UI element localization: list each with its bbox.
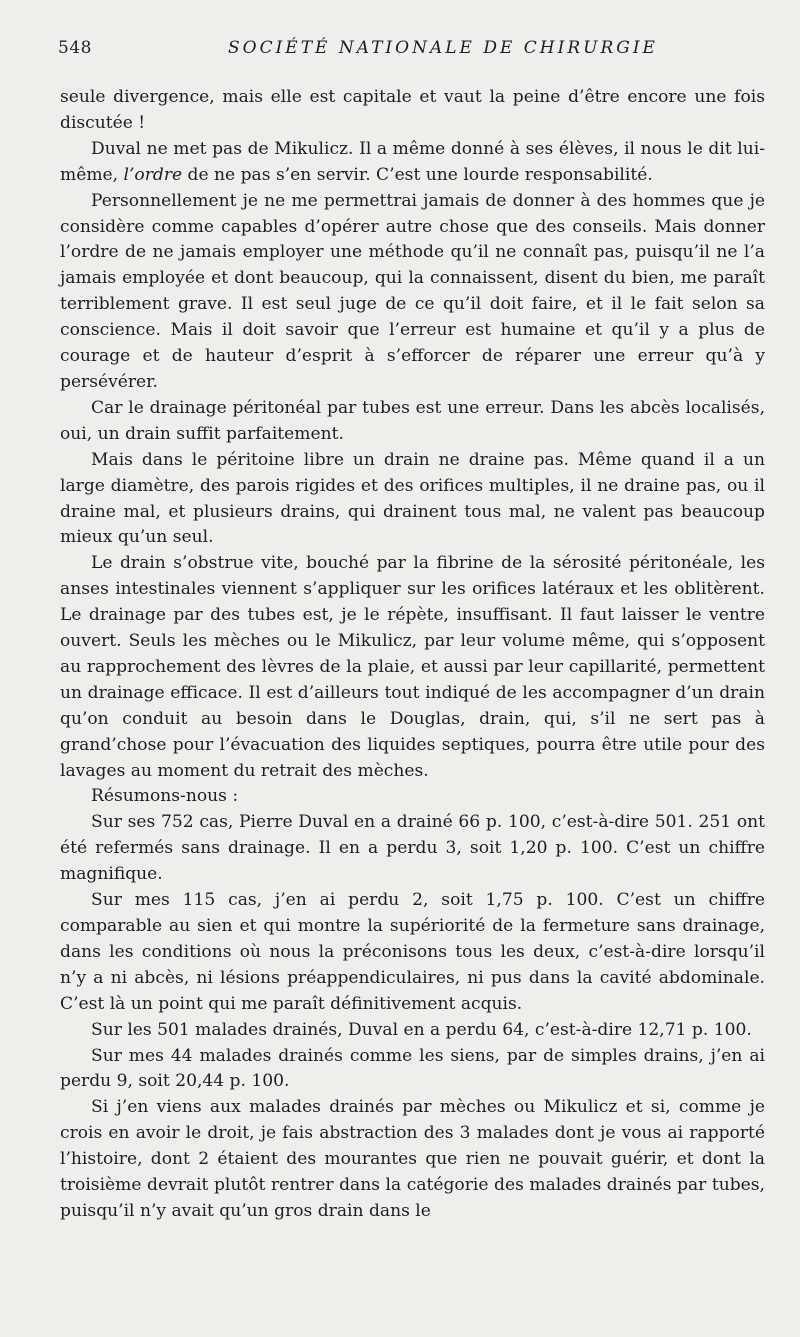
italic-emphasis: l’ordre (123, 164, 183, 185)
paragraph-summary-heading: Résumons-nous : (91, 786, 239, 807)
paragraph: Sur les 501 malades drainés, Duval en a perdu 64, c’est-à-dire 12,71 p. 100. (91, 1019, 752, 1040)
paragraph: Si j’en viens aux malades drainés par mèches ou Mikulicz et si, comme je crois en avoir le droit, je fais abstraction des 3 malades dont je vous ai rapporté l’histoire, dont 2 étaient des mourantes que rien ne pouvait guérir, et dont la troisième devrait plutôt rentrer dans la catégorie des malades drainés par tubes, puisqu’il n’y avait qu’un gros drain dans le (60, 1097, 765, 1221)
paragraph: Sur mes 44 malades drainés comme les siens, par de simples drains, j’en ai perdu 9, soit 20,44 p. 100. (60, 1045, 765, 1092)
paragraph-text: Duval ne met pas de Mikulicz. Il a même donné à ses élèves, il nous le dit lui-même, (60, 138, 765, 185)
paragraph: Car le drainage péritonéal par tubes est une erreur. Dans les abcès localisés, oui, un drain suffit parfaitement. (60, 397, 765, 444)
running-title: SOCIÉTÉ NATIONALE DE CHIRURGIE (228, 38, 658, 58)
paragraph: Le drain s’obstrue vite, bouché par la fibrine de la sérosité péritonéale, les anses intestinales viennent s’appliquer sur les orifices latéraux et les oblitèrent. Le drainage par des tubes est, je le répète, insuffisant. Il faut laisser le ventre ouvert. Seuls les mèches ou le Mikulicz, par leur volume même, qui s’opposent au rapprochement des lèvres de la plaie, et aussi par leur capillarité, permettent un drainage efficace. Il est d’ailleurs tout indiqué de les accompagner d’un drain qu’on conduit au besoin dans le Douglas, drain, qui, s’il ne sert pas à grand’chose pour l’évacuation des liquides septiques, pourra être utile pour des lavages au moment du retrait des mèches. (60, 553, 765, 781)
paragraph: Sur ses 752 cas, Pierre Duval en a drainé 66 p. 100, c’est-à-dire 501. 251 ont été refermés sans drainage. Il en a perdu 3, soit 1,20 p. 100. C’est un chiffre magnifique. (60, 812, 765, 885)
paragraph-text: de ne pas s’en servir. C’est une lourde responsabilité. (182, 164, 653, 185)
page-number: 548 (58, 38, 92, 58)
page-header (58, 38, 768, 62)
paragraph-mikulicz-order (60, 137, 765, 189)
body-text (60, 85, 765, 1225)
paragraph: Personnellement je ne me permettrai jamais de donner à des hommes que je considère comme capables d’opérer autre chose que des conseils. Mais donner l’ordre de ne jamais employer une méthode qu’il ne connaît pas, puisqu’il ne l’a jamais employée et dont beaucoup, qui la connaissent, disent du bien, me paraît terriblement grave. Il est seul juge de ce qu’il doit faire, et il le fait selon sa conscience. Mais il doit savoir que l’erreur est humaine et qu’il y a plus de courage et de hauteur d’esprit à s’efforcer de réparer une erreur qu’à y persévérer. (60, 190, 765, 392)
paragraph: Sur mes 115 cas, j’en ai perdu 2, soit 1,75 p. 100. C’est un chiffre comparable au sien et qui montre la supériorité de la fermeture sans drainage, dans les conditions où nous la préconisons tous les deux, c’est-à-dire lorsqu’il n’y a ni abcès, ni lésions préappendiculaires, ni pus dans la cavité abdominale. C’est là un point qui me paraît définitivement acquis. (60, 890, 765, 1014)
paragraph-continuation: seule divergence, mais elle est capitale et vaut la peine d’être encore une fois discutée ! (60, 87, 765, 133)
paragraph: Mais dans le péritoine libre un drain ne draine pas. Même quand il a un large diamètre, des parois rigides et des orifices multiples, il ne draine pas, ou il draine mal, et plusieurs drains, qui drainent tous mal, ne valent pas beaucoup mieux qu’un seul. (60, 449, 765, 548)
